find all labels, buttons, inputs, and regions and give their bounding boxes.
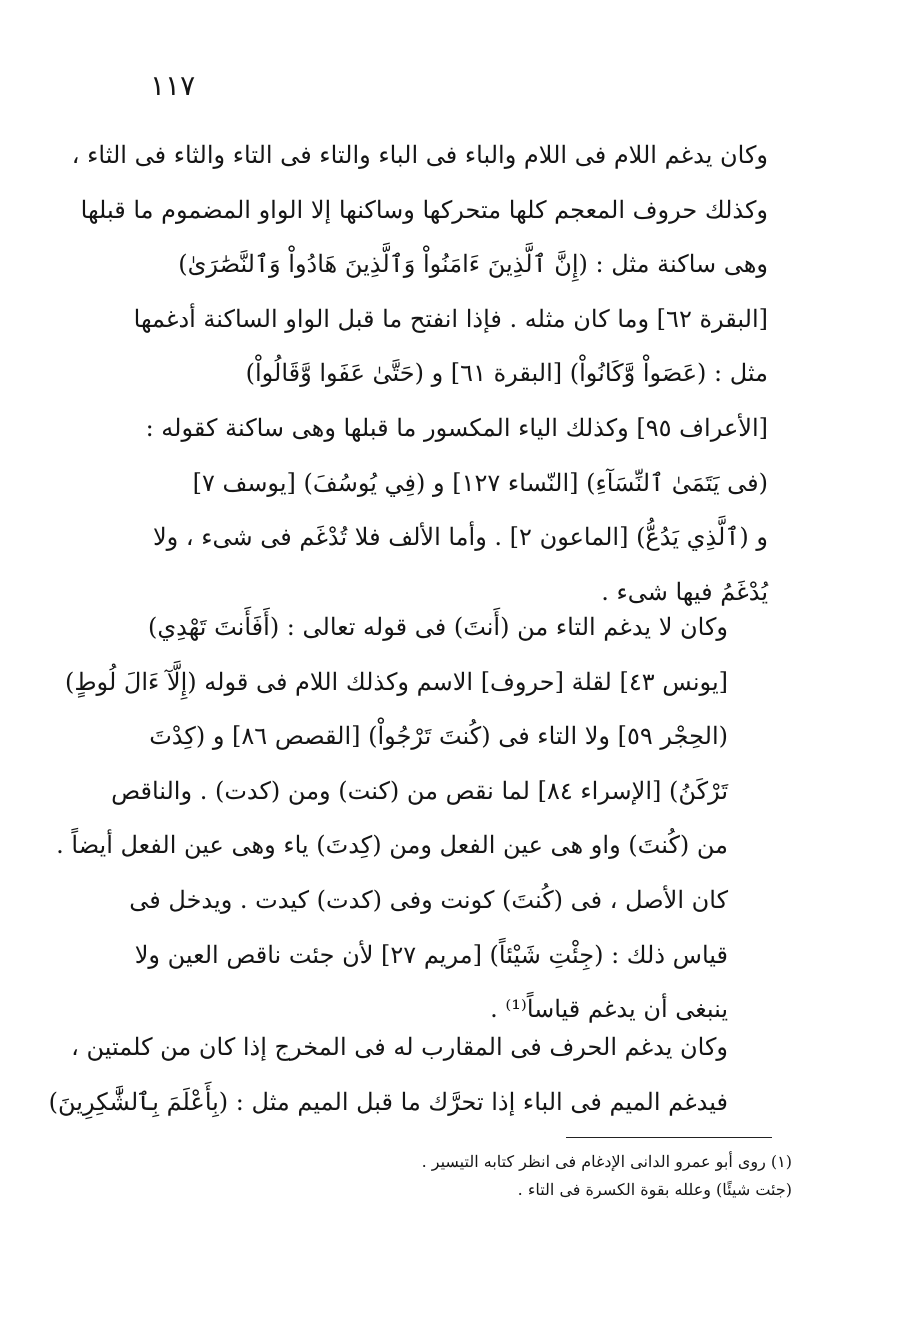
- text-line: ينبغى أن يدغم قياساً⁽¹⁾ .: [490, 995, 728, 1024]
- text-line: قياس ذلك : (جِئْتِ شَيْئاً) [مريم ٢٧] لأن جئت ناقص العين ولا: [134, 940, 728, 969]
- text-line: فيدغم الميم فى الباء إذا تحرَّك ما قبل الميم مثل : (بِأَعْلَمَ بِٱلشَّٰكِرِينَ): [48, 1087, 728, 1116]
- page-number: ١١٧: [150, 69, 196, 102]
- text-line: [الأعراف ٩٥] وكذلك الياء المكسور ما قبلها وهى ساكنة كقوله :: [145, 413, 768, 442]
- text-line: و (ٱلَّذِي يَدُعُّ) [الماعون ٢] . وأما الألف فلا تُدْغَم فى شىء ، ولا: [152, 523, 768, 552]
- text-line: [البقرة ٦٢] وما كان مثله . فإذا انفتح ما قبل الواو الساكنة أدغمها: [133, 304, 768, 333]
- text-line: (فى يَتَمَىٰ ٱلنِّسَآءِ) [النّساء ١٢٧] و (فِي يُوسُفَ) [يوسف ٧]: [192, 468, 768, 497]
- footnote-divider: [566, 1137, 772, 1138]
- text-line: وكذلك حروف المعجم كلها متحركها وساكنها إلا الواو المضموم ما قبلها: [80, 195, 768, 224]
- text-line: وكان يدغم اللام فى اللام والباء فى الباء والتاء فى التاء والثاء فى الثاء ،: [71, 141, 768, 169]
- text-line: [يونس ٤٣] لقلة [حروف] الاسم وكذلك اللام فى قوله (إِلَّآ ءَالَ لُوطٍ): [65, 667, 728, 696]
- text-line: تَرْكَنُ) [الإسراء ٨٤] لما نقص من (كنت) ومن (كدت) . والناقص: [111, 776, 728, 805]
- footnotes: [240, 1148, 792, 1204]
- footnote-line: (١) روى أبو عمرو الدانى الإدغام فى انظر كتابه التيسير .: [421, 1152, 792, 1171]
- text-line: من (كُنتَ) واو هى عين الفعل ومن (كِدتَ) ياء وهى عين الفعل أيضاً .: [56, 831, 728, 860]
- paragraph-3: [48, 1020, 768, 1129]
- text-line: يُدْغَمُ فيها شىء .: [601, 577, 768, 606]
- paragraph-1: [71, 128, 768, 619]
- text-line: وهى ساكنة مثل : (إِنَّ ٱلَّذِينَ ءَامَنُواْ وَٱلَّذِينَ هَادُواْ وَٱلنَّصَٰرَىٰ): [178, 250, 768, 279]
- footnote-line: (جئت شيئًا) وعلله بقوة الكسرة فى التاء .: [517, 1180, 792, 1199]
- text-line: مثل : (عَصَواْ وَّكَانُواْ) [البقرة ٦١] و (حَتَّىٰ عَفَوا وَّقَالُواْ): [245, 359, 768, 388]
- text-line: وكان يدغم الحرف فى المقارب له فى المخرج إذا كان من كلمتين ،: [71, 1033, 728, 1061]
- text-line: كان الأصل ، فى (كُنتَ) كونت وفى (كدت) كيدت . ويدخل فى: [129, 885, 728, 914]
- paragraph-2: [56, 600, 768, 1037]
- text-line: (الحِجْر ٥٩] ولا التاء فى (كُنتَ تَرْجُواْ) [القصص ٨٦] و (كِدْتَ: [149, 722, 728, 751]
- text-line: وكان لا يدغم التاء من (أَنتَ) فى قوله تعالى : (أَفَأَنتَ تَهْدِي): [148, 613, 728, 641]
